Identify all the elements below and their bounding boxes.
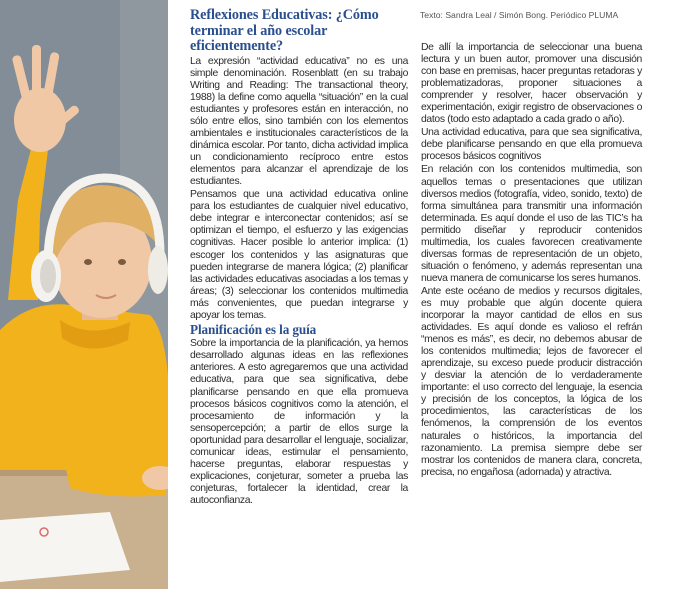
paragraph: De allí la importancia de seleccionar una buena lectura y un buen autor, promover una discusión con base en premisas, hacer preguntas retadoras y problematizadoras, proponer situaciones a comprender y resolver, hacer observación y experimentación, exigir registro de observaciones o datos (todo esto adaptado a cada grado o año). xyxy=(421,42,642,126)
paragraph: La expresión “actividad educativa” no es una simple denominación. Rosenblatt (en su trabajo Writing and Reading: The transactional theory, 1988) la define como aquella “situación” en la cual estudiantes y profesores están en interacción, no sólo entre ellos, sino también con los elementos ambientales e institucionales característicos de la dinámica escolar. Por tanto, dicha actividad implica un condicionamiento recíproco entre estos elementos para alcanzar el aprendizaje de los estudiantes. xyxy=(190,55,408,188)
left-column xyxy=(190,8,408,507)
child-raising-hand-icon xyxy=(0,0,168,589)
paragraph: Una actividad educativa, para que sea significativa, debe planificarse pensando en que ella promueva procesos básicos cognitivos xyxy=(421,127,642,163)
section-heading: Planificación es la guía xyxy=(190,321,317,337)
article-title: Reflexiones Educativas: ¿Cómo terminar el año escolar eficientemente? xyxy=(190,7,379,55)
right-column xyxy=(421,41,642,479)
paragraph: Sobre la importancia de la planificación, ya hemos desarrollado algunas ideas en las reflexiones anteriores. A esto agregaremos que una actividad educativa, para que sea significativa, debe planificarse pensando en que ella promueva procesos básicos cognitivos como la atención, el procesamiento de información y la sensopercepción; a partir de ellos surge la oportunidad para desarrollar el lenguaje, socializar, comunicar ideas, estimular el pensamiento, hacerse preguntas, elaborar respuestas y explicaciones, conjeturar, someter a prueba las conjeturas, fortalecer la identidad, crear la autoconfianza. xyxy=(190,338,408,506)
paragraph: Ante este océano de medios y recursos digitales, es muy probable que algún docente quiera incorporar la mayor cantidad de ellos en sus actividades. Es aquí donde es valioso el refrán “menos es más”, es decir, no debemos abusar de los contenidos multimedia; lejos de favorecer el aprendizaje, su exceso puede producir distracción y desviar la atención de lo verdaderamente importante: el uso correcto del lenguaje, la esencia y precisión de los conceptos, la lógica de los procedimientos, las características de los fenómenos, la comprensión de los eventos naturales o históricos, la importancia del razonamiento. La premisa siempre debe ser mostrar los contenidos de manera clara, concreta, precisa, no engañosa (adornada) y atractiva. xyxy=(421,285,642,478)
child-photo xyxy=(0,0,168,589)
paragraph: Pensamos que una actividad educativa online para los estudiantes de cualquier nivel educativo, debe integrar e interconectar contenidos; así se optimizan el tiempo, el esfuerzo y las exigencias cognitivas. Hacer posible lo anterior implica: (1) escoger los contenidos y las asignaturas que pueden integrarse de manera lógica; (2) planificar las actividades educativas asociadas a los temas y áreas; (3) seleccionar los contenidos multimedia más convenientes, que puedan integrarse y apoyar los temas. xyxy=(190,189,408,321)
paragraph: En relación con los contenidos multimedia, son aquellos temas o presentaciones que utilizan diversos medios (fotografía, video, sonido, texto) de forma simultánea para transmitir una información determinada. Es aquí donde el uso de las TIC’s ha permitido diseñar y reproducir contenidos multimedia, los cuales favorecen creativamente diversas formas de representación de un objeto, situación o fenómeno, y además representan una nueva manera de comunicarse los seres humanos. xyxy=(421,164,642,284)
article-credit: Texto: Sandra Leal / Simón Bong. Periódico PLUMA xyxy=(420,10,619,20)
